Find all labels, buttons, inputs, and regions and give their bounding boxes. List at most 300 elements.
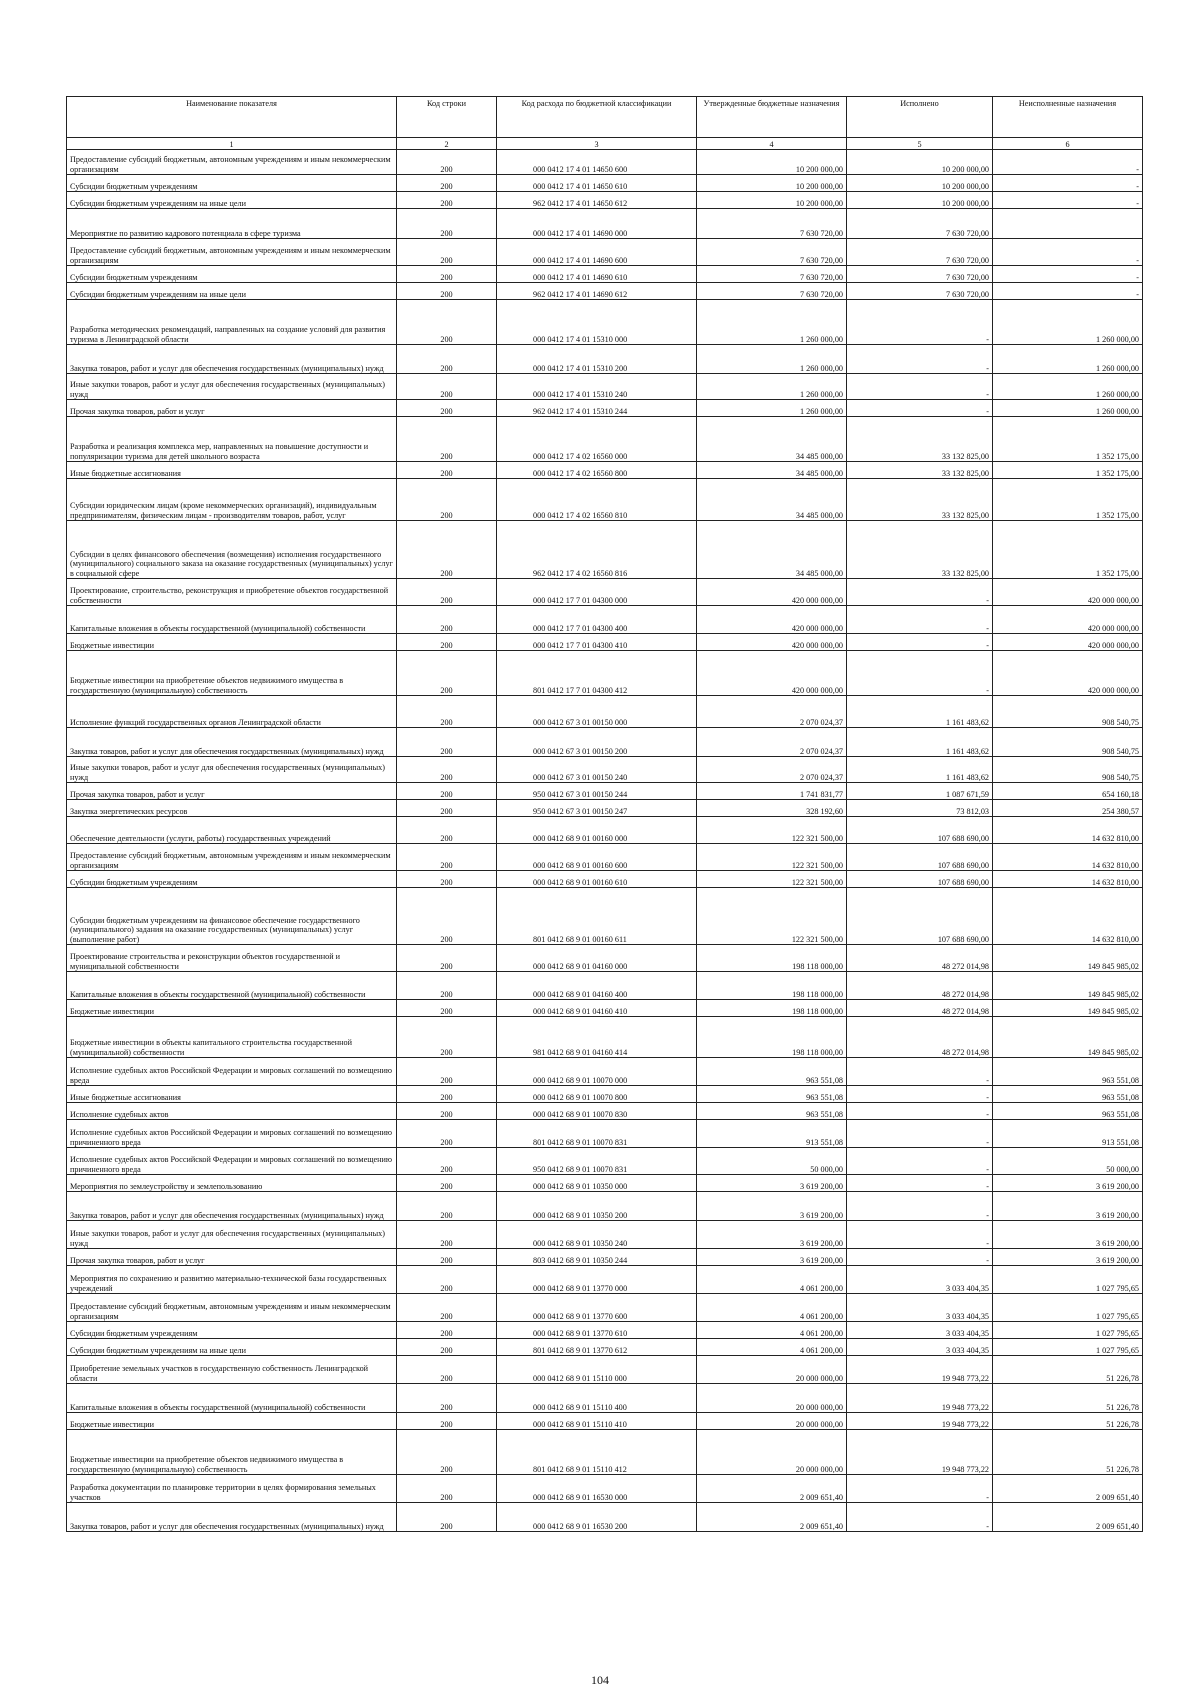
- header-budget-code: Код расхода по бюджетной классификации: [497, 97, 697, 138]
- row-executed-cell: -: [847, 1148, 993, 1175]
- row-unexecuted-cell: 1 260 000,00: [993, 374, 1143, 400]
- table-row: [67, 888, 1143, 945]
- row-budget-code-cell: 000 0412 68 9 01 04160 400: [497, 972, 697, 1000]
- row-line-code-cell: 200: [397, 374, 497, 400]
- row-line-code-cell: 200: [397, 345, 497, 374]
- column-number: 2: [397, 138, 497, 150]
- row-budget-code-cell: 000 0412 17 4 01 15310 200: [497, 345, 697, 374]
- table-row: [67, 696, 1143, 728]
- row-unexecuted-cell: 1 260 000,00: [993, 400, 1143, 417]
- table-header: [67, 97, 1143, 150]
- row-budget-code-cell: 000 0412 17 4 01 14650 600: [497, 150, 697, 175]
- row-approved-cell: 2 070 024,37: [697, 696, 847, 728]
- table-row: [67, 417, 1143, 462]
- table-row: [67, 374, 1143, 400]
- row-unexecuted-cell: 51 226,78: [993, 1430, 1143, 1475]
- row-name-cell: Субсидии бюджетным учреждениям на иные цели: [67, 283, 397, 300]
- table-row: [67, 266, 1143, 283]
- row-budget-code-cell: 000 0412 68 9 01 13770 610: [497, 1322, 697, 1339]
- row-name-cell: Предоставление субсидий бюджетным, автономным учреждениям и иным некоммерческим организациям: [67, 844, 397, 871]
- row-line-code-cell: 200: [397, 606, 497, 634]
- table-row: [67, 871, 1143, 888]
- row-line-code-cell: 200: [397, 783, 497, 800]
- row-executed-cell: 1 161 483,62: [847, 728, 993, 757]
- row-unexecuted-cell: 1 352 175,00: [993, 479, 1143, 521]
- header-name: Наименование показателя: [67, 97, 397, 138]
- table-row: [67, 1356, 1143, 1384]
- row-line-code-cell: 200: [397, 696, 497, 728]
- row-unexecuted-cell: -: [993, 175, 1143, 192]
- row-line-code-cell: 200: [397, 1430, 497, 1475]
- table-row: [67, 239, 1143, 266]
- row-budget-code-cell: 000 0412 68 9 01 10070 800: [497, 1086, 697, 1103]
- row-executed-cell: 107 688 690,00: [847, 844, 993, 871]
- row-budget-code-cell: 000 0412 68 9 01 10070 830: [497, 1103, 697, 1120]
- row-unexecuted-cell: 14 632 810,00: [993, 844, 1143, 871]
- row-name-cell: Иные бюджетные ассигнования: [67, 1086, 397, 1103]
- row-name-cell: Исполнение судебных актов: [67, 1103, 397, 1120]
- row-unexecuted-cell: 14 632 810,00: [993, 888, 1143, 945]
- row-unexecuted-cell: 1 027 795,65: [993, 1266, 1143, 1294]
- row-approved-cell: 20 000 000,00: [697, 1384, 847, 1413]
- row-executed-cell: 48 272 014,98: [847, 972, 993, 1000]
- table-row: [67, 1175, 1143, 1192]
- row-executed-cell: 1 087 671,59: [847, 783, 993, 800]
- row-budget-code-cell: 000 0412 17 4 01 14690 600: [497, 239, 697, 266]
- row-unexecuted-cell: 908 540,75: [993, 757, 1143, 783]
- row-line-code-cell: 200: [397, 1413, 497, 1430]
- row-line-code-cell: 200: [397, 1120, 497, 1148]
- row-approved-cell: 4 061 200,00: [697, 1339, 847, 1356]
- row-approved-cell: 7 630 720,00: [697, 266, 847, 283]
- row-budget-code-cell: 000 0412 68 9 01 13770 600: [497, 1294, 697, 1322]
- row-approved-cell: 10 200 000,00: [697, 175, 847, 192]
- row-name-cell: Предоставление субсидий бюджетным, автономным учреждениям и иным некоммерческим организациям: [67, 1294, 397, 1322]
- row-approved-cell: 420 000 000,00: [697, 606, 847, 634]
- row-line-code-cell: 200: [397, 150, 497, 175]
- row-executed-cell: 33 132 825,00: [847, 462, 993, 479]
- row-unexecuted-cell: 2 009 651,40: [993, 1503, 1143, 1532]
- row-line-code-cell: 200: [397, 800, 497, 817]
- row-line-code-cell: 200: [397, 1266, 497, 1294]
- row-line-code-cell: 200: [397, 817, 497, 844]
- row-name-cell: Приобретение земельных участков в государственную собственность Ленинградской области: [67, 1356, 397, 1384]
- table-row: [67, 1413, 1143, 1430]
- row-budget-code-cell: 000 0412 68 9 01 13770 000: [497, 1266, 697, 1294]
- row-unexecuted-cell: 908 540,75: [993, 728, 1143, 757]
- table-row: [67, 300, 1143, 345]
- row-budget-code-cell: 981 0412 68 9 01 04160 414: [497, 1017, 697, 1058]
- row-name-cell: Бюджетные инвестиции: [67, 634, 397, 651]
- row-line-code-cell: 200: [397, 757, 497, 783]
- row-unexecuted-cell: 1 352 175,00: [993, 521, 1143, 579]
- row-budget-code-cell: 962 0412 17 4 01 15310 244: [497, 400, 697, 417]
- column-number: 5: [847, 138, 993, 150]
- row-name-cell: Закупка товаров, работ и услуг для обеспечения государственных (муниципальных) нужд: [67, 345, 397, 374]
- row-unexecuted-cell: 51 226,78: [993, 1413, 1143, 1430]
- table-row: [67, 1339, 1143, 1356]
- row-name-cell: Субсидии бюджетным учреждениям: [67, 175, 397, 192]
- row-approved-cell: 20 000 000,00: [697, 1430, 847, 1475]
- row-budget-code-cell: 000 0412 68 9 01 00160 610: [497, 871, 697, 888]
- table-row: [67, 1148, 1143, 1175]
- row-line-code-cell: 200: [397, 175, 497, 192]
- row-executed-cell: 19 948 773,22: [847, 1430, 993, 1475]
- row-approved-cell: 328 192,60: [697, 800, 847, 817]
- row-approved-cell: 34 485 000,00: [697, 462, 847, 479]
- row-executed-cell: 1 161 483,62: [847, 696, 993, 728]
- row-approved-cell: 198 118 000,00: [697, 972, 847, 1000]
- column-number: 6: [993, 138, 1143, 150]
- table-row: [67, 400, 1143, 417]
- row-executed-cell: -: [847, 634, 993, 651]
- row-name-cell: Субсидии в целях финансового обеспечения (возмещения) исполнения государственного (муниципального) социального заказа на оказание государственных (муниципальных) услуг в социальной сфере: [67, 521, 397, 579]
- table-row: [67, 800, 1143, 817]
- table-row: [67, 462, 1143, 479]
- row-unexecuted-cell: 908 540,75: [993, 696, 1143, 728]
- row-budget-code-cell: 000 0412 68 9 01 10350 000: [497, 1175, 697, 1192]
- row-approved-cell: 122 321 500,00: [697, 871, 847, 888]
- row-budget-code-cell: 801 0412 68 9 01 13770 612: [497, 1339, 697, 1356]
- row-unexecuted-cell: 149 845 985,02: [993, 1017, 1143, 1058]
- row-budget-code-cell: 000 0412 68 9 01 10070 000: [497, 1058, 697, 1086]
- row-executed-cell: 7 630 720,00: [847, 239, 993, 266]
- row-approved-cell: 10 200 000,00: [697, 150, 847, 175]
- table-row: [67, 579, 1143, 606]
- table-row: [67, 757, 1143, 783]
- row-name-cell: Мероприятия по землеустройству и землепользованию: [67, 1175, 397, 1192]
- table-row: [67, 1017, 1143, 1058]
- row-line-code-cell: 200: [397, 1221, 497, 1249]
- row-approved-cell: 913 551,08: [697, 1120, 847, 1148]
- row-line-code-cell: 200: [397, 728, 497, 757]
- row-executed-cell: -: [847, 1086, 993, 1103]
- row-executed-cell: -: [847, 579, 993, 606]
- row-line-code-cell: 200: [397, 1503, 497, 1532]
- table-row: [67, 209, 1143, 239]
- header-unexecuted: Неисполненные назначения: [993, 97, 1143, 138]
- table-row: [67, 945, 1143, 972]
- row-approved-cell: 198 118 000,00: [697, 1000, 847, 1017]
- row-approved-cell: 3 619 200,00: [697, 1175, 847, 1192]
- row-executed-cell: -: [847, 1249, 993, 1266]
- row-unexecuted-cell: 1 027 795,65: [993, 1294, 1143, 1322]
- row-approved-cell: 2 070 024,37: [697, 757, 847, 783]
- row-name-cell: Капитальные вложения в объекты государственной (муниципальной) собственности: [67, 972, 397, 1000]
- row-executed-cell: 19 948 773,22: [847, 1356, 993, 1384]
- row-line-code-cell: 200: [397, 888, 497, 945]
- row-executed-cell: 19 948 773,22: [847, 1413, 993, 1430]
- row-line-code-cell: 200: [397, 1103, 497, 1120]
- row-unexecuted-cell: 1 352 175,00: [993, 417, 1143, 462]
- row-name-cell: Иные закупки товаров, работ и услуг для обеспечения государственных (муниципальных) нужд: [67, 374, 397, 400]
- row-executed-cell: 33 132 825,00: [847, 417, 993, 462]
- row-name-cell: Обеспечение деятельности (услуги, работы) государственных учреждений: [67, 817, 397, 844]
- row-approved-cell: 10 200 000,00: [697, 192, 847, 209]
- table-row: [67, 634, 1143, 651]
- row-executed-cell: 3 033 404,35: [847, 1322, 993, 1339]
- row-unexecuted-cell: [993, 209, 1143, 239]
- row-unexecuted-cell: 149 845 985,02: [993, 945, 1143, 972]
- row-approved-cell: 1 260 000,00: [697, 345, 847, 374]
- row-approved-cell: 3 619 200,00: [697, 1221, 847, 1249]
- row-budget-code-cell: 000 0412 67 3 01 00150 200: [497, 728, 697, 757]
- row-budget-code-cell: 000 0412 17 4 02 16560 800: [497, 462, 697, 479]
- row-approved-cell: 2 009 651,40: [697, 1475, 847, 1503]
- row-unexecuted-cell: 51 226,78: [993, 1356, 1143, 1384]
- row-name-cell: Исполнение судебных актов Российской Федерации и мировых соглашений по возмещению вреда: [67, 1058, 397, 1086]
- row-line-code-cell: 200: [397, 192, 497, 209]
- table-row: [67, 175, 1143, 192]
- row-budget-code-cell: 000 0412 68 9 01 10350 240: [497, 1221, 697, 1249]
- row-executed-cell: -: [847, 1503, 993, 1532]
- row-executed-cell: 3 033 404,35: [847, 1339, 993, 1356]
- row-line-code-cell: 200: [397, 1148, 497, 1175]
- table-row: [67, 972, 1143, 1000]
- row-executed-cell: 7 630 720,00: [847, 266, 993, 283]
- row-executed-cell: -: [847, 606, 993, 634]
- row-unexecuted-cell: 1 352 175,00: [993, 462, 1143, 479]
- row-unexecuted-cell: -: [993, 283, 1143, 300]
- row-line-code-cell: 200: [397, 1249, 497, 1266]
- row-unexecuted-cell: 14 632 810,00: [993, 817, 1143, 844]
- row-approved-cell: 122 321 500,00: [697, 844, 847, 871]
- row-name-cell: Закупка энергетических ресурсов: [67, 800, 397, 817]
- row-executed-cell: -: [847, 1103, 993, 1120]
- row-line-code-cell: 200: [397, 400, 497, 417]
- row-budget-code-cell: 000 0412 67 3 01 00150 000: [497, 696, 697, 728]
- row-line-code-cell: 200: [397, 283, 497, 300]
- row-executed-cell: -: [847, 300, 993, 345]
- row-unexecuted-cell: 254 380,57: [993, 800, 1143, 817]
- row-line-code-cell: 200: [397, 417, 497, 462]
- row-line-code-cell: 200: [397, 579, 497, 606]
- row-budget-code-cell: 801 0412 68 9 01 15110 412: [497, 1430, 697, 1475]
- row-unexecuted-cell: 420 000 000,00: [993, 606, 1143, 634]
- row-executed-cell: 3 033 404,35: [847, 1294, 993, 1322]
- row-approved-cell: 34 485 000,00: [697, 521, 847, 579]
- row-name-cell: Предоставление субсидий бюджетным, автономным учреждениям и иным некоммерческим организациям: [67, 239, 397, 266]
- row-approved-cell: 7 630 720,00: [697, 209, 847, 239]
- row-executed-cell: -: [847, 1120, 993, 1148]
- row-approved-cell: 420 000 000,00: [697, 651, 847, 696]
- row-line-code-cell: 200: [397, 1356, 497, 1384]
- row-name-cell: Бюджетные инвестиции: [67, 1000, 397, 1017]
- row-line-code-cell: 200: [397, 239, 497, 266]
- budget-execution-table: [66, 96, 1143, 1532]
- header-executed: Исполнено: [847, 97, 993, 138]
- column-number: 3: [497, 138, 697, 150]
- row-unexecuted-cell: 149 845 985,02: [993, 1000, 1143, 1017]
- row-budget-code-cell: 000 0412 68 9 01 15110 000: [497, 1356, 697, 1384]
- row-budget-code-cell: 000 0412 68 9 01 04160 000: [497, 945, 697, 972]
- row-unexecuted-cell: -: [993, 239, 1143, 266]
- row-approved-cell: 4 061 200,00: [697, 1322, 847, 1339]
- row-executed-cell: 19 948 773,22: [847, 1384, 993, 1413]
- row-name-cell: Разработка документации по планировке территории в целях формирования земельных участков: [67, 1475, 397, 1503]
- row-unexecuted-cell: 3 619 200,00: [993, 1175, 1143, 1192]
- row-budget-code-cell: 000 0412 17 4 01 14690 610: [497, 266, 697, 283]
- table-row: [67, 192, 1143, 209]
- row-budget-code-cell: 000 0412 68 9 01 16530 200: [497, 1503, 697, 1532]
- row-unexecuted-cell: -: [993, 192, 1143, 209]
- row-name-cell: Предоставление субсидий бюджетным, автономным учреждениям и иным некоммерческим организациям: [67, 150, 397, 175]
- row-name-cell: Бюджетные инвестиции в объекты капитального строительства государственной (муниципальной) собственности: [67, 1017, 397, 1058]
- table-row: [67, 521, 1143, 579]
- table-row: [67, 150, 1143, 175]
- row-name-cell: Субсидии бюджетным учреждениям на финансовое обеспечение государственного (муниципального) задания на оказание государственных (муниципальных) услуг (выполнение работ): [67, 888, 397, 945]
- row-executed-cell: 33 132 825,00: [847, 479, 993, 521]
- row-budget-code-cell: 000 0412 17 4 02 16560 810: [497, 479, 697, 521]
- row-name-cell: Субсидии бюджетным учреждениям: [67, 1322, 397, 1339]
- row-unexecuted-cell: 420 000 000,00: [993, 579, 1143, 606]
- row-approved-cell: 4 061 200,00: [697, 1294, 847, 1322]
- header-approved: Утвержденные бюджетные назначения: [697, 97, 847, 138]
- row-approved-cell: 198 118 000,00: [697, 1017, 847, 1058]
- row-budget-code-cell: 000 0412 17 4 02 16560 000: [497, 417, 697, 462]
- row-approved-cell: 963 551,08: [697, 1103, 847, 1120]
- row-budget-code-cell: 801 0412 68 9 01 10070 831: [497, 1120, 697, 1148]
- row-approved-cell: 2 009 651,40: [697, 1503, 847, 1532]
- row-budget-code-cell: 000 0412 68 9 01 15110 410: [497, 1413, 697, 1430]
- row-unexecuted-cell: 963 551,08: [993, 1086, 1143, 1103]
- row-name-cell: Прочая закупка товаров, работ и услуг: [67, 400, 397, 417]
- row-line-code-cell: 200: [397, 266, 497, 283]
- row-executed-cell: -: [847, 1058, 993, 1086]
- table-row: [67, 817, 1143, 844]
- row-approved-cell: 7 630 720,00: [697, 239, 847, 266]
- table-row: [67, 1322, 1143, 1339]
- row-line-code-cell: 200: [397, 1192, 497, 1221]
- row-approved-cell: 50 000,00: [697, 1148, 847, 1175]
- row-budget-code-cell: 000 0412 17 7 01 04300 000: [497, 579, 697, 606]
- row-line-code-cell: 200: [397, 1000, 497, 1017]
- row-line-code-cell: 200: [397, 1339, 497, 1356]
- row-unexecuted-cell: 1 260 000,00: [993, 345, 1143, 374]
- row-name-cell: Бюджетные инвестиции на приобретение объектов недвижимого имущества в государственную (муниципальную) собственность: [67, 1430, 397, 1475]
- row-budget-code-cell: 000 0412 68 9 01 15110 400: [497, 1384, 697, 1413]
- row-unexecuted-cell: -: [993, 266, 1143, 283]
- row-name-cell: Субсидии бюджетным учреждениям на иные цели: [67, 192, 397, 209]
- row-line-code-cell: 200: [397, 300, 497, 345]
- table-row: [67, 1249, 1143, 1266]
- row-line-code-cell: 200: [397, 521, 497, 579]
- row-budget-code-cell: 000 0412 67 3 01 00150 240: [497, 757, 697, 783]
- row-executed-cell: 73 812,03: [847, 800, 993, 817]
- table-row: [67, 1192, 1143, 1221]
- table-row: [67, 1384, 1143, 1413]
- row-approved-cell: 3 619 200,00: [697, 1192, 847, 1221]
- column-number: 1: [67, 138, 397, 150]
- row-executed-cell: -: [847, 1475, 993, 1503]
- row-line-code-cell: 200: [397, 209, 497, 239]
- row-executed-cell: -: [847, 1175, 993, 1192]
- row-budget-code-cell: 950 0412 67 3 01 00150 244: [497, 783, 697, 800]
- row-approved-cell: 3 619 200,00: [697, 1249, 847, 1266]
- row-approved-cell: 963 551,08: [697, 1058, 847, 1086]
- row-budget-code-cell: 000 0412 17 7 01 04300 400: [497, 606, 697, 634]
- row-approved-cell: 1 260 000,00: [697, 300, 847, 345]
- column-number-row: [67, 138, 1143, 150]
- row-approved-cell: 420 000 000,00: [697, 634, 847, 651]
- row-budget-code-cell: 000 0412 68 9 01 16530 000: [497, 1475, 697, 1503]
- row-name-cell: Мероприятия по сохранению и развитию материально-технической базы государственных учреждений: [67, 1266, 397, 1294]
- row-budget-code-cell: 000 0412 68 9 01 00160 600: [497, 844, 697, 871]
- row-budget-code-cell: 000 0412 68 9 01 00160 000: [497, 817, 697, 844]
- row-approved-cell: 2 070 024,37: [697, 728, 847, 757]
- table-row: [67, 345, 1143, 374]
- row-budget-code-cell: 803 0412 68 9 01 10350 244: [497, 1249, 697, 1266]
- row-name-cell: Прочая закупка товаров, работ и услуг: [67, 783, 397, 800]
- table-row: [67, 728, 1143, 757]
- row-line-code-cell: 200: [397, 651, 497, 696]
- row-unexecuted-cell: 1 260 000,00: [993, 300, 1143, 345]
- row-unexecuted-cell: 51 226,78: [993, 1384, 1143, 1413]
- header-line-code: Код строки: [397, 97, 497, 138]
- row-executed-cell: 1 161 483,62: [847, 757, 993, 783]
- row-line-code-cell: 200: [397, 479, 497, 521]
- row-approved-cell: 34 485 000,00: [697, 479, 847, 521]
- row-unexecuted-cell: 1 027 795,65: [993, 1322, 1143, 1339]
- table-row: [67, 783, 1143, 800]
- row-approved-cell: 34 485 000,00: [697, 417, 847, 462]
- row-name-cell: Бюджетные инвестиции: [67, 1413, 397, 1430]
- row-name-cell: Иные закупки товаров, работ и услуг для обеспечения государственных (муниципальных) нужд: [67, 1221, 397, 1249]
- row-approved-cell: 7 630 720,00: [697, 283, 847, 300]
- row-executed-cell: 48 272 014,98: [847, 1000, 993, 1017]
- row-name-cell: Закупка товаров, работ и услуг для обеспечения государственных (муниципальных) нужд: [67, 1503, 397, 1532]
- row-approved-cell: 1 260 000,00: [697, 400, 847, 417]
- row-approved-cell: 122 321 500,00: [697, 888, 847, 945]
- row-unexecuted-cell: 963 551,08: [993, 1058, 1143, 1086]
- row-executed-cell: -: [847, 374, 993, 400]
- row-line-code-cell: 200: [397, 972, 497, 1000]
- row-name-cell: Капитальные вложения в объекты государственной (муниципальной) собственности: [67, 606, 397, 634]
- row-name-cell: Субсидии юридическим лицам (кроме некоммерческих организаций), индивидуальным предпринимателям, физическим лицам - производителям товаров, работ, услуг: [67, 479, 397, 521]
- row-executed-cell: 107 688 690,00: [847, 871, 993, 888]
- table-row: [67, 1058, 1143, 1086]
- row-name-cell: Бюджетные инвестиции на приобретение объектов недвижимого имущества в государственную (муниципальную) собственность: [67, 651, 397, 696]
- row-line-code-cell: 200: [397, 1086, 497, 1103]
- table-row: [67, 1266, 1143, 1294]
- row-executed-cell: -: [847, 345, 993, 374]
- row-unexecuted-cell: 3 619 200,00: [993, 1221, 1143, 1249]
- row-name-cell: Иные закупки товаров, работ и услуг для обеспечения государственных (муниципальных) нужд: [67, 757, 397, 783]
- row-unexecuted-cell: 963 551,08: [993, 1103, 1143, 1120]
- row-unexecuted-cell: 654 160,18: [993, 783, 1143, 800]
- row-budget-code-cell: 962 0412 17 4 02 16560 816: [497, 521, 697, 579]
- row-approved-cell: 963 551,08: [697, 1086, 847, 1103]
- row-unexecuted-cell: 2 009 651,40: [993, 1475, 1143, 1503]
- row-approved-cell: 20 000 000,00: [697, 1413, 847, 1430]
- table-row: [67, 1221, 1143, 1249]
- row-budget-code-cell: 000 0412 17 4 01 15310 000: [497, 300, 697, 345]
- table-row: [67, 844, 1143, 871]
- row-name-cell: Проектирование, строительство, реконструкция и приобретение объектов государственной собственности: [67, 579, 397, 606]
- row-budget-code-cell: 962 0412 17 4 01 14650 612: [497, 192, 697, 209]
- row-approved-cell: 122 321 500,00: [697, 817, 847, 844]
- row-name-cell: Капитальные вложения в объекты государственной (муниципальной) собственности: [67, 1384, 397, 1413]
- row-unexecuted-cell: 913 551,08: [993, 1120, 1143, 1148]
- row-executed-cell: -: [847, 400, 993, 417]
- row-budget-code-cell: 000 0412 17 4 01 15310 240: [497, 374, 697, 400]
- row-budget-code-cell: 000 0412 17 7 01 04300 410: [497, 634, 697, 651]
- row-line-code-cell: 200: [397, 844, 497, 871]
- row-line-code-cell: 200: [397, 945, 497, 972]
- row-executed-cell: -: [847, 1192, 993, 1221]
- row-unexecuted-cell: 1 027 795,65: [993, 1339, 1143, 1356]
- row-line-code-cell: 200: [397, 871, 497, 888]
